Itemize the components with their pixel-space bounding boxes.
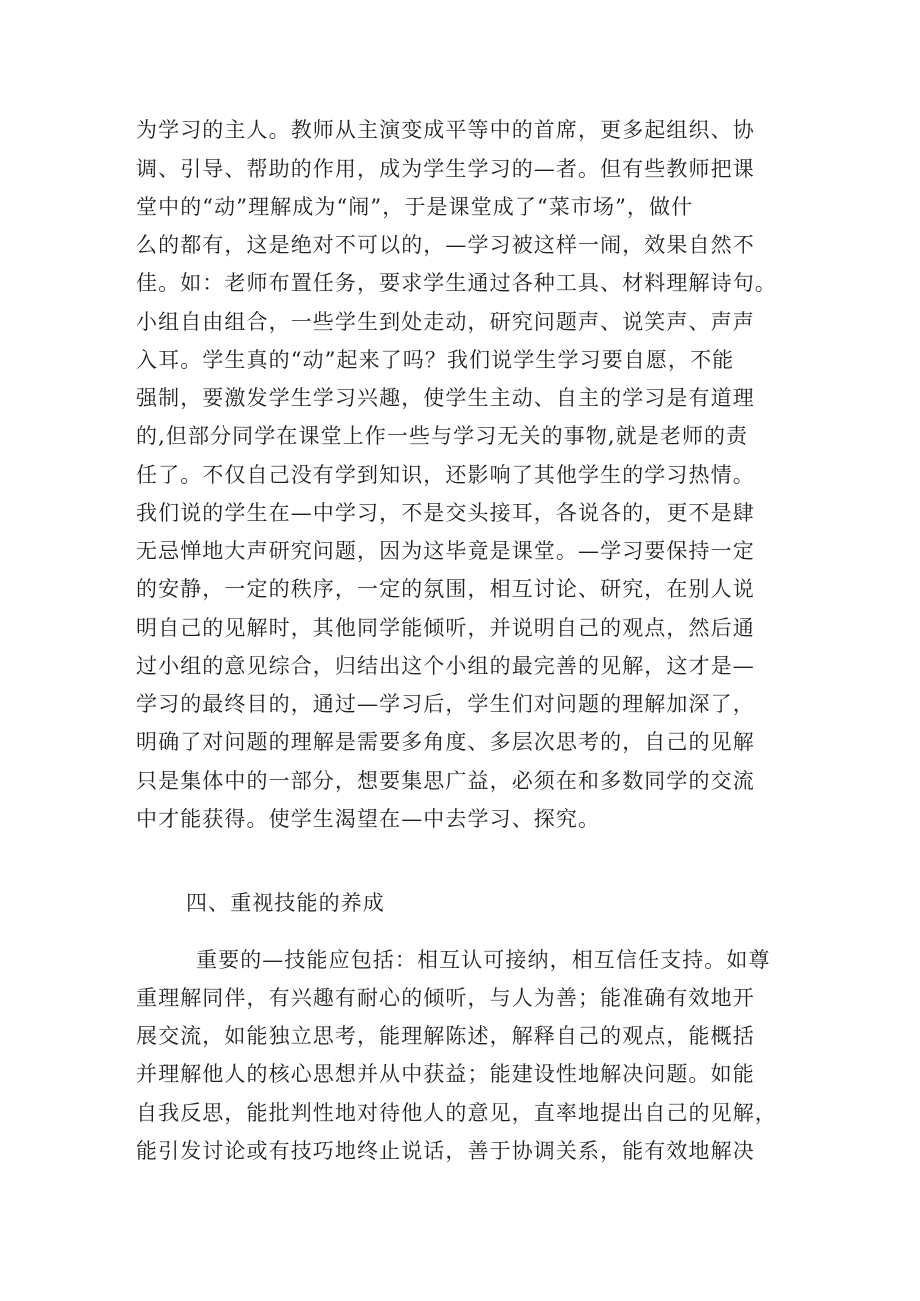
text-line: 能引发讨论或有技巧地终止说话，善于协调关系，能有效地解决 <box>136 1139 755 1163</box>
text-line: 入耳。学生真的“动”起来了吗？我们说学生学习要自愿，不能 <box>136 348 735 372</box>
text-line: 任了。不仅自己没有学到知识，还影响了其他学生的学习热情。 <box>136 463 755 487</box>
text-line: 并理解他人的核心思想并从中获益；能建设性地解决问题。如能 <box>136 1062 755 1086</box>
text-line: 明自己的见解时，其他同学能倾听，并说明自己的观点，然后通 <box>136 616 755 640</box>
text-line: 为学习的主人。教师从主演变成平等中的首席，更多起组织、协 <box>136 118 755 142</box>
section-heading: 四、重视技能的养成 <box>186 891 385 915</box>
text-line: 只是集体中的一部分，想要集思广益，必须在和多数同学的交流 <box>136 769 755 793</box>
text-line: 堂中的“动”理解成为“闹”，于是课堂成了“菜市场”，做什 <box>136 195 694 219</box>
text-line: 重理解同伴，有兴趣有耐心的倾听，与人为善；能准确有效地开 <box>136 986 755 1010</box>
text-line: 自我反思，能批判性地对待他人的意见，直率地提出自己的见解， <box>136 1101 777 1125</box>
text-line: 重要的—技能应包括：相互认可接纳，相互信任支持。如尊 <box>196 948 771 972</box>
text-line: 的安静，一定的秩序，一定的氛围，相互讨论、研究，在别人说 <box>136 577 755 601</box>
text-line: 我们说的学生在—中学习，不是交头接耳，各说各的，更不是肆 <box>136 501 755 525</box>
text-line: 么的都有，这是绝对不可以的，—学习被这样一闹，效果自然不 <box>136 233 755 257</box>
text-line: 过小组的意见综合，归结出这个小组的最完善的见解，这才是— <box>136 654 755 678</box>
text-line: 中才能获得。使学生渴望在—中去学习、探究。 <box>136 807 601 831</box>
text-line: 强制，要激发学生学习兴趣，使学生主动、自主的学习是有道理 <box>136 386 755 410</box>
text-line: 展交流，如能独立思考，能理解陈述，解释自己的观点，能概括 <box>136 1024 755 1048</box>
text-line: 小组自由组合，一些学生到处走动，研究问题声、说笑声、声声 <box>136 310 755 334</box>
text-line: 无忌惮地大声研究问题，因为这毕竟是课堂。—学习要保持一定 <box>136 539 755 563</box>
text-line: 学习的最终目的，通过—学习后，学生们对问题的理解加深了， <box>136 692 755 716</box>
text-line: 的,但部分同学在课堂上作一些与学习无关的事物,就是老师的责 <box>136 424 749 448</box>
text-line: 佳。如：老师布置任务，要求学生通过各种工具、材料理解诗句。 <box>136 271 777 295</box>
text-line: 调、引导、帮助的作用，成为学生学习的—者。但有些教师把课 <box>136 157 755 181</box>
text-line: 明确了对问题的理解是需要多角度、多层次思考的，自己的见解 <box>136 730 755 754</box>
